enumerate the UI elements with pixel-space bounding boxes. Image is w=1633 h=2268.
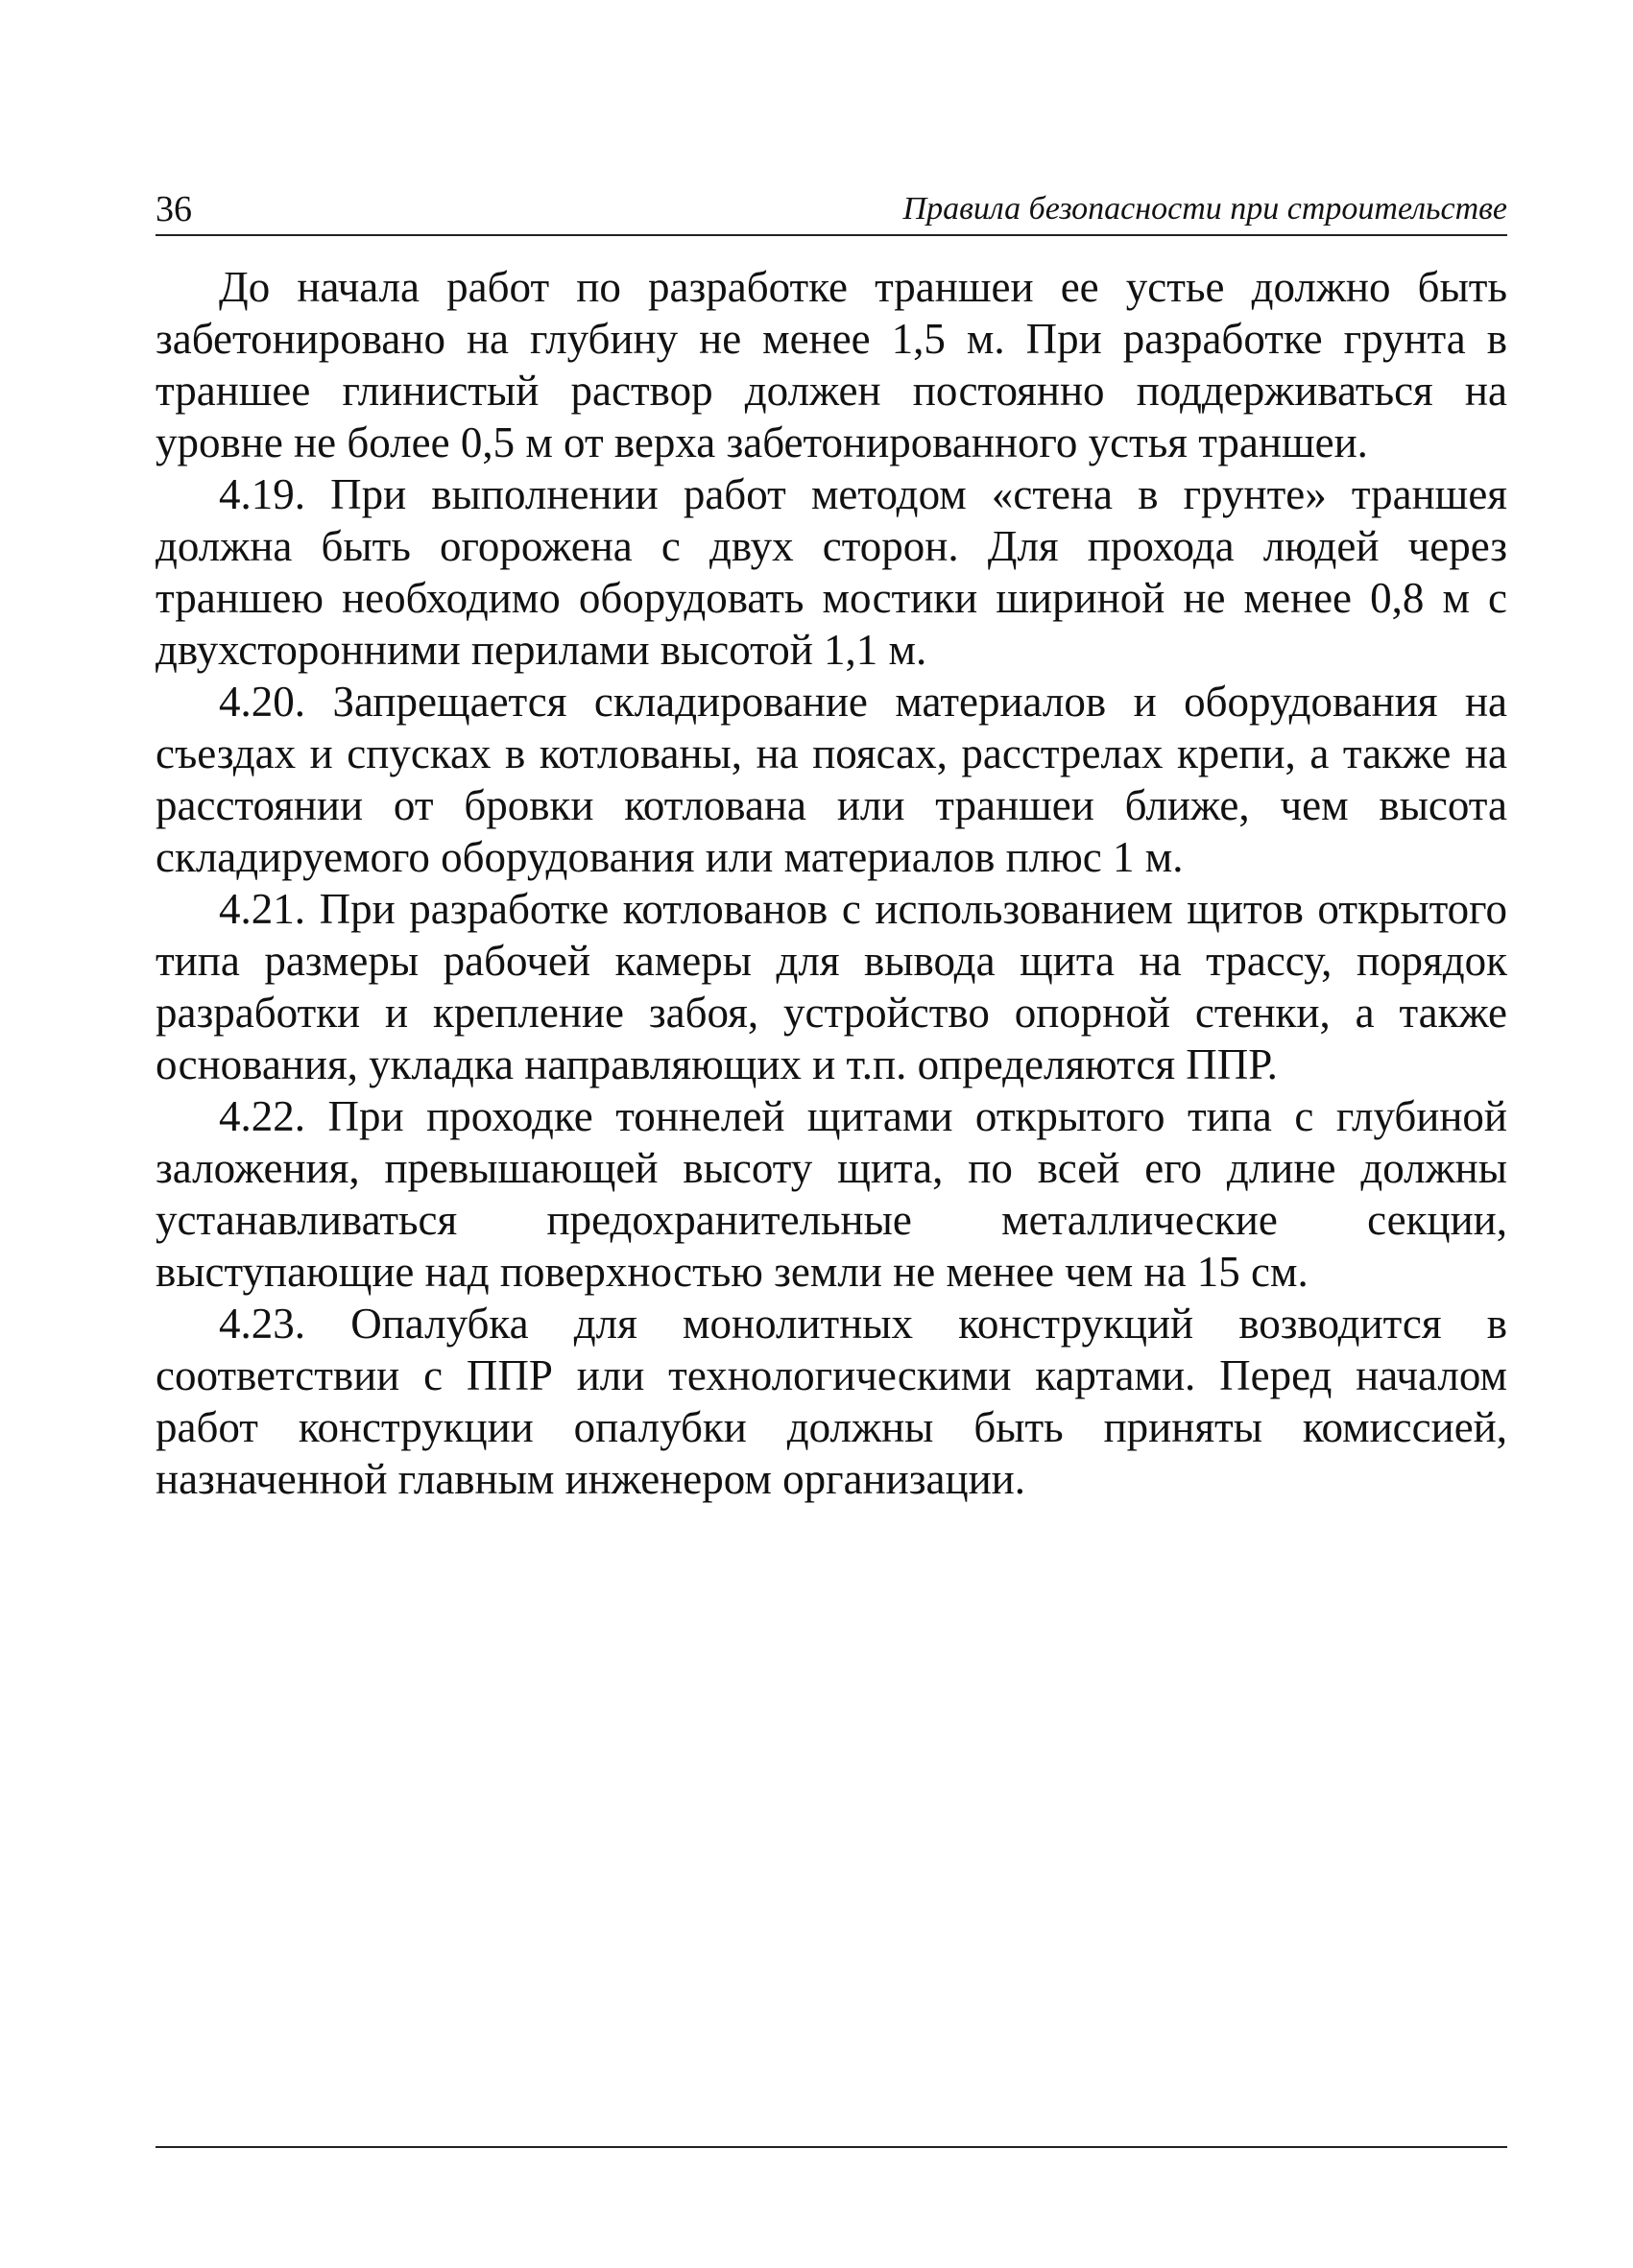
footer-rule: [156, 2146, 1507, 2148]
paragraph-4-23: 4.23. Опалубка для монолитных конструкций возводится в соответствии с ППР или технологическими картами. Перед началом работ конструкции опалубки должны быть приняты комиссией, назначенной главным инженером организации.: [156, 1300, 1507, 1503]
paragraph-intro: До начала работ по разработке траншеи ее устье должно быть забетонировано на глубину не менее 1,5 м. При разработке грунта в траншее глинистый раствор должен постоянно поддерживаться на уровне не более 0,5 м от верха забетонированного устья траншеи.: [156, 263, 1507, 466]
page-number: 36: [156, 189, 192, 229]
paragraph-4-21: 4.21. При разработке котлованов с использованием щитов открытого типа размеры рабочей камеры для вывода щита на трассу, порядок разработки и крепление забоя, устройство опорной стенки, а также основания, укладка направляющих и т.п. определяются ППР.: [156, 885, 1507, 1088]
page-header: [156, 184, 1507, 236]
running-title: Правила безопасности при строительстве: [902, 191, 1507, 227]
body-text: [156, 261, 1507, 1505]
paragraph-4-22: 4.22. При проходке тоннелей щитами открытого типа с глубиной заложения, превышающей высоту щита, по всей его длине должны устанавливаться предохранительные металлические секции, выступающие над поверхностью земли не менее чем на 15 см.: [156, 1092, 1507, 1296]
paragraph-4-20: 4.20. Запрещается складирование материалов и оборудования на съездах и спусках в котлованы, на поясах, расстрелах крепи, а также на расстоянии от бровки котлована или траншеи ближе, чем высота складируемого оборудования или материалов плюс 1 м.: [156, 678, 1507, 881]
paragraph-4-19: 4.19. При выполнении работ методом «стена в грунте» траншея должна быть огорожена с двух сторон. Для прохода людей через траншею необходимо оборудовать мостики шириной не менее 0,8 м с двухсторонними перилами высотой 1,1 м.: [156, 470, 1507, 674]
